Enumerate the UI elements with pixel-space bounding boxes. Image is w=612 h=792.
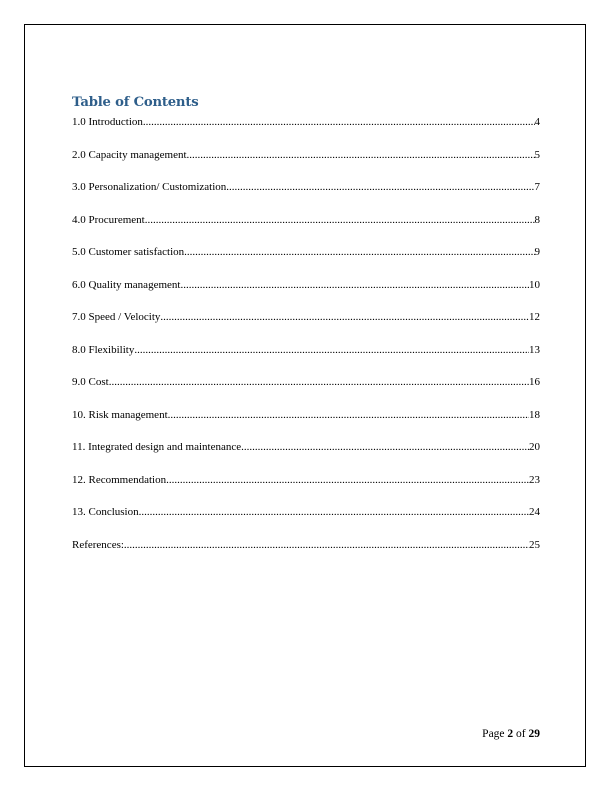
toc-entry-page: 25 — [529, 538, 540, 551]
toc-entry-references[interactable] — [72, 538, 540, 571]
toc-entry-title: 8.0 Flexibility — [72, 343, 135, 356]
toc-entry-flexibility[interactable] — [72, 343, 540, 376]
dot-leader — [139, 505, 529, 519]
of-label: of — [516, 728, 526, 740]
toc-entry-title: 12. Recommendation — [72, 473, 167, 486]
dot-leader — [145, 213, 535, 227]
toc-entry-title: 7.0 Speed / Velocity — [72, 311, 161, 323]
toc-entry-page: 8 — [534, 213, 540, 226]
toc-entry-customer-satisfaction[interactable] — [72, 245, 540, 278]
toc-entry-recommendation[interactable] — [72, 473, 540, 506]
toc-entry-introduction[interactable] — [72, 115, 540, 148]
toc-entry-cost[interactable] — [72, 375, 540, 408]
toc-entry-capacity-management[interactable] — [72, 148, 540, 181]
toc-entry-page: 13 — [529, 343, 540, 356]
dot-leader — [124, 538, 529, 552]
dot-leader — [241, 440, 529, 454]
toc-entry-page: 16 — [529, 376, 540, 388]
dot-leader — [134, 343, 529, 357]
toc-entry-speed-velocity[interactable] — [72, 310, 540, 343]
toc-entry-title: 11. Integrated design and maintenance — [72, 441, 242, 453]
toc-entry-page: 7 — [534, 181, 540, 193]
toc-entry-title: 9.0 Cost — [72, 376, 109, 388]
dot-leader — [166, 473, 529, 487]
page-label: Page — [482, 728, 505, 740]
total-pages-number: 29 — [528, 728, 540, 740]
toc-entry-page: 24 — [529, 506, 540, 518]
toc-entry-page: 9 — [534, 246, 540, 258]
toc-entry-page: 23 — [529, 473, 540, 486]
dot-leader — [168, 408, 529, 422]
toc-entry-personalization[interactable] — [72, 180, 540, 213]
toc-entry-procurement[interactable] — [72, 213, 540, 246]
current-page-number: 2 — [507, 728, 514, 740]
toc-entry-quality-management[interactable] — [72, 278, 540, 311]
toc-entry-page: 10 — [529, 278, 540, 291]
toc-entry-title: 1.0 Introduction — [72, 116, 143, 128]
dot-leader — [109, 375, 529, 389]
toc-entry-title: 2.0 Capacity management — [72, 148, 187, 161]
toc-entry-page: 5 — [534, 148, 540, 161]
toc-entry-title: 4.0 Procurement — [72, 213, 145, 226]
page-number-footer — [482, 728, 540, 740]
dot-leader — [143, 115, 535, 129]
toc-entry-integrated-design[interactable] — [72, 440, 540, 473]
dot-leader — [187, 148, 535, 162]
toc-entry-title: 6.0 Quality management — [72, 278, 181, 291]
toc-entry-risk-management[interactable] — [72, 408, 540, 441]
dot-leader — [160, 310, 529, 324]
toc-entry-page: 18 — [529, 408, 540, 421]
toc-heading: Table of Contents — [72, 95, 199, 110]
toc-entry-page: 20 — [529, 441, 540, 453]
dot-leader — [226, 180, 534, 194]
toc-entry-conclusion[interactable] — [72, 505, 540, 538]
toc-entry-title: References: — [72, 538, 124, 551]
toc-entry-title: 5.0 Customer satisfaction — [72, 246, 185, 258]
toc-entry-title: 3.0 Personalization/ Customization — [72, 181, 227, 193]
dot-leader — [180, 278, 529, 292]
dot-leader — [184, 245, 534, 259]
toc-entry-page: 12 — [529, 311, 540, 323]
toc-entry-title: 10. Risk management — [72, 408, 168, 421]
toc-entry-title: 13. Conclusion — [72, 506, 139, 518]
toc-entry-page: 4 — [534, 116, 540, 128]
toc-list — [72, 115, 540, 570]
